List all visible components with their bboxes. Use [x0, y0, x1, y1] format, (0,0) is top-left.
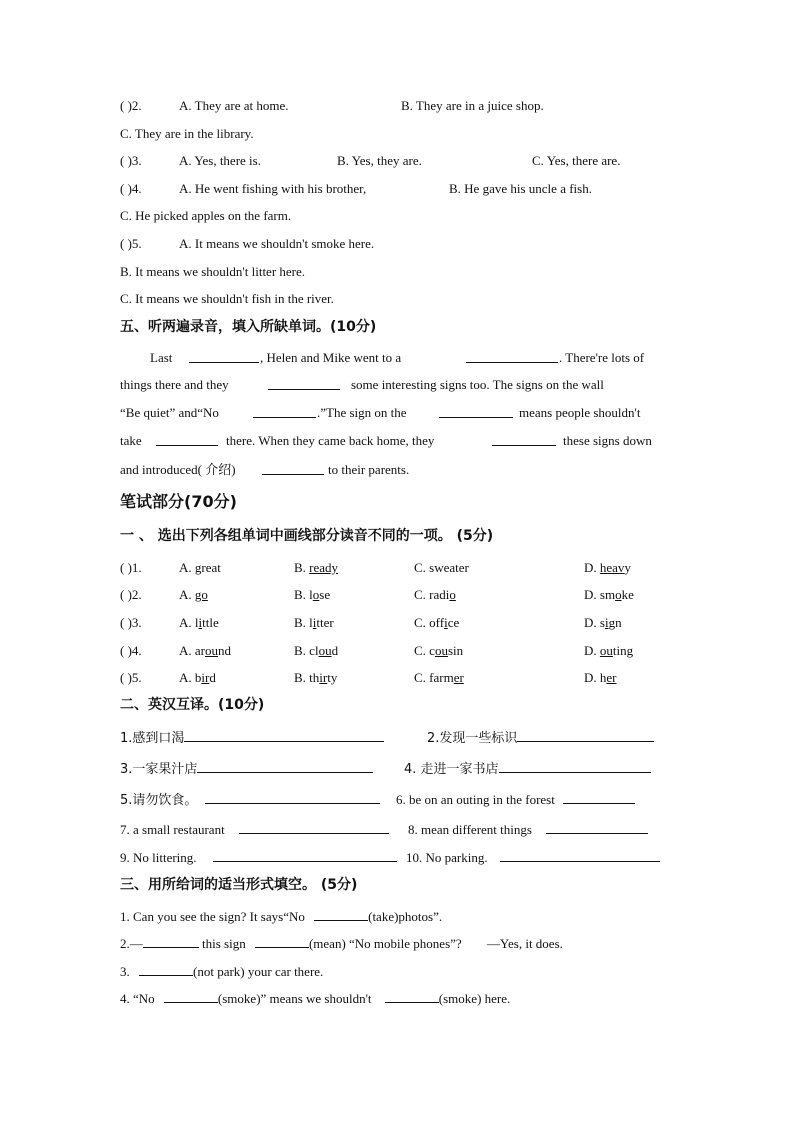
underlined-part: ir	[319, 670, 328, 685]
fill-question-2	[120, 935, 563, 952]
question-text: (take)photos”.	[368, 909, 443, 924]
option-text: C. farm	[414, 670, 454, 685]
blank-2[interactable]	[466, 350, 558, 363]
answer-line[interactable]	[500, 849, 660, 862]
underlined-part: er	[453, 670, 464, 685]
option-text: D. s	[584, 615, 605, 630]
question-text: 4. “No	[120, 991, 155, 1006]
option-c	[414, 587, 456, 603]
translate-item-9	[120, 849, 397, 866]
question-text: 3.	[120, 964, 130, 979]
cloze-text: and introduced( 介绍)	[120, 462, 236, 477]
fill-question-3	[120, 963, 323, 980]
option-c: C. Yes, there are.	[532, 153, 621, 168]
item-text: 5.请勿饮食。	[120, 793, 198, 808]
translate-item-8	[408, 821, 648, 838]
translate-item-6	[396, 791, 635, 808]
answer-blank[interactable]	[164, 990, 218, 1003]
option-text: ke	[621, 587, 634, 602]
question-text: (not park) your car there.	[193, 964, 324, 979]
option-a	[179, 560, 221, 576]
option-text: D. sm	[584, 587, 616, 602]
option-text: tter	[316, 615, 334, 630]
fill-question-4	[120, 990, 510, 1007]
answer-line[interactable]	[205, 791, 380, 804]
written-part-title: 笔试部分(70分)	[120, 492, 237, 511]
question-2-option-c: C. They are in the library.	[120, 126, 254, 141]
option-text: d	[331, 643, 339, 658]
underlined-part: ir	[201, 670, 210, 685]
option-text: B. l	[294, 587, 313, 602]
blank-4[interactable]	[253, 405, 316, 418]
option-b	[294, 560, 338, 576]
question-text: —Yes, it does.	[486, 936, 563, 951]
cloze-text: .”The sign on the	[317, 405, 407, 420]
part-1-title: 一 、 选出下列各组单词中画线部分读音不同的一项。 (5分)	[120, 528, 494, 544]
option-text: se	[319, 587, 331, 602]
answer-paren: ( )5.	[120, 236, 142, 251]
option-text: ce	[447, 615, 460, 630]
cloze-text: there. When they came back home, they	[226, 433, 435, 448]
question-text: (smoke)” means we shouldn't	[217, 991, 372, 1006]
answer-blank[interactable]	[143, 935, 199, 948]
option-text: B. cl	[294, 643, 319, 658]
option-text: A.	[179, 587, 195, 602]
cloze-text: “Be quiet” and“No	[120, 405, 219, 420]
answer-paren[interactable]: ( )4.	[120, 643, 142, 658]
option-c	[414, 643, 463, 659]
underlined-part: ou	[205, 643, 218, 658]
blank-6[interactable]	[156, 433, 218, 446]
translate-item-1	[120, 729, 384, 747]
option-text: B.	[294, 560, 310, 575]
question-text: (smoke) here.	[438, 991, 511, 1006]
underlined-part: er	[606, 670, 617, 685]
option-text: A. ar	[179, 643, 205, 658]
underlined-part: ready	[309, 560, 339, 575]
option-text: D.	[584, 643, 600, 658]
answer-line[interactable]	[184, 729, 384, 742]
cloze-text: some interesting signs too. The signs on the wall	[351, 377, 604, 392]
answer-blank[interactable]	[385, 990, 439, 1003]
option-text: D.	[584, 560, 600, 575]
answer-paren: ( )2.	[120, 98, 142, 113]
item-text: 1.感到口渴	[120, 731, 185, 746]
answer-line[interactable]	[197, 760, 373, 773]
option-text: D. h	[584, 670, 607, 685]
option-a: A. They are at home.	[179, 98, 289, 113]
part-3-title: 三、用所给词的适当形式填空。 (5分)	[120, 877, 358, 893]
option-c	[414, 670, 464, 686]
option-a: A. He went fishing with his brother,	[179, 181, 367, 196]
answer-line[interactable]	[517, 729, 654, 742]
option-text: C. sweater	[414, 560, 469, 575]
underlined-part: o	[615, 587, 622, 602]
option-a	[179, 643, 231, 659]
option-a	[179, 587, 208, 603]
question-4-option-c: C. He picked apples on the farm.	[120, 208, 292, 223]
item-text: 2.发现一些标识	[427, 731, 518, 746]
option-text: ting	[612, 643, 634, 658]
answer-paren[interactable]: ( )5.	[120, 670, 142, 685]
fill-question-1	[120, 908, 442, 925]
underlined-part: o	[312, 587, 320, 602]
translate-item-5	[120, 791, 380, 809]
underlined-part: i	[444, 615, 448, 630]
translate-item-2	[427, 729, 654, 747]
option-text: B. l	[294, 615, 313, 630]
answer-paren: ( )4.	[120, 181, 142, 196]
option-d	[584, 670, 617, 686]
option-d	[584, 643, 633, 659]
underlined-part: go	[194, 587, 208, 602]
answer-line[interactable]	[239, 821, 389, 834]
translate-item-3	[120, 760, 373, 778]
answer-line[interactable]	[563, 791, 635, 804]
option-text: A. great	[179, 560, 221, 575]
item-text: 3.一家果汁店	[120, 762, 198, 777]
answer-paren[interactable]: ( )1.	[120, 560, 142, 575]
blank-7[interactable]	[492, 433, 556, 446]
option-text: gn	[608, 615, 622, 630]
section-5-title: 五、听两遍录音，填入所缺单词。(10分)	[120, 319, 377, 335]
underlined-part: ou	[318, 643, 332, 658]
option-b: B. He gave his uncle a fish.	[449, 181, 592, 196]
answer-paren[interactable]: ( )3.	[120, 615, 142, 630]
option-a: A. Yes, there is.	[179, 153, 261, 168]
answer-line[interactable]	[499, 760, 651, 773]
option-text: A. l	[179, 615, 199, 630]
underlined-part: ou	[434, 643, 448, 658]
option-b: B. Yes, they are.	[337, 153, 422, 168]
option-a	[179, 615, 219, 631]
option-text: d	[209, 670, 216, 685]
underlined-part: i	[604, 615, 609, 630]
question-5-option-c: C. It means we shouldn't fish in the river.	[120, 291, 334, 306]
blank-8[interactable]	[262, 462, 324, 475]
answer-paren: ( )3.	[120, 153, 142, 168]
translate-item-7	[120, 821, 389, 838]
item-text: 6. be on an outing in the forest	[396, 792, 555, 807]
option-text: sin	[447, 643, 464, 658]
blank-3[interactable]	[268, 377, 340, 390]
underlined-part: o	[449, 587, 456, 602]
option-text: B. th	[294, 670, 320, 685]
cloze-text: , Helen and Mike went to a	[260, 350, 402, 365]
underlined-part: heav	[599, 560, 625, 575]
option-text: ty	[327, 670, 338, 685]
question-text: (mean) “No mobile phones”?	[308, 936, 462, 951]
question-text: this sign	[202, 936, 246, 951]
option-a: A. It means we shouldn't smoke here.	[179, 236, 375, 251]
blank-5[interactable]	[439, 405, 513, 418]
option-text: C. radi	[414, 587, 450, 602]
answer-blank[interactable]	[139, 963, 193, 976]
option-text: C. c	[414, 643, 435, 658]
option-d	[584, 560, 631, 576]
option-d	[584, 587, 634, 603]
blank-1[interactable]	[189, 350, 259, 363]
option-text: y	[624, 560, 631, 575]
item-text: 9. No littering.	[120, 850, 197, 865]
item-text: 10. No parking.	[406, 850, 488, 865]
option-b: B. They are in a juice shop.	[401, 98, 544, 113]
option-text: C. off	[414, 615, 445, 630]
question-text: 1. Can you see the sign? It says“No	[120, 909, 305, 924]
option-d	[584, 615, 622, 631]
translate-item-4	[404, 760, 651, 778]
part-2-title: 二、英汉互译。(10分)	[120, 697, 265, 713]
option-c	[414, 560, 469, 576]
cloze-text: means people shouldn't	[519, 405, 641, 420]
cloze-text: to their parents.	[328, 462, 410, 477]
answer-line[interactable]	[213, 849, 397, 862]
cloze-text: these signs down	[563, 433, 652, 448]
option-text: ttle	[202, 615, 219, 630]
option-text: A. b	[179, 670, 202, 685]
answer-paren[interactable]: ( )2.	[120, 587, 142, 602]
option-b	[294, 670, 337, 686]
underlined-part: i	[198, 615, 203, 630]
option-b	[294, 615, 334, 631]
item-text: 8. mean different things	[408, 822, 532, 837]
option-b	[294, 587, 330, 603]
answer-blank[interactable]	[255, 935, 309, 948]
option-text: nd	[218, 643, 231, 658]
question-5-option-b: B. It means we shouldn't litter here.	[120, 264, 306, 279]
cloze-text: things there and they	[120, 377, 229, 392]
item-text: 4. 走进一家书店	[404, 762, 499, 777]
cloze-text: . There're lots of	[559, 350, 645, 365]
answer-blank[interactable]	[314, 908, 368, 921]
option-c	[414, 615, 459, 631]
cloze-text: take	[120, 433, 142, 448]
cloze-text: Last	[150, 350, 173, 365]
underlined-part: i	[312, 615, 317, 630]
option-a	[179, 670, 216, 686]
option-b	[294, 643, 338, 659]
item-text: 7. a small restaurant	[120, 822, 225, 837]
underlined-part: ou	[599, 643, 613, 658]
translate-item-10	[406, 849, 660, 866]
question-text: 2.—	[120, 936, 143, 951]
answer-line[interactable]	[546, 821, 648, 834]
